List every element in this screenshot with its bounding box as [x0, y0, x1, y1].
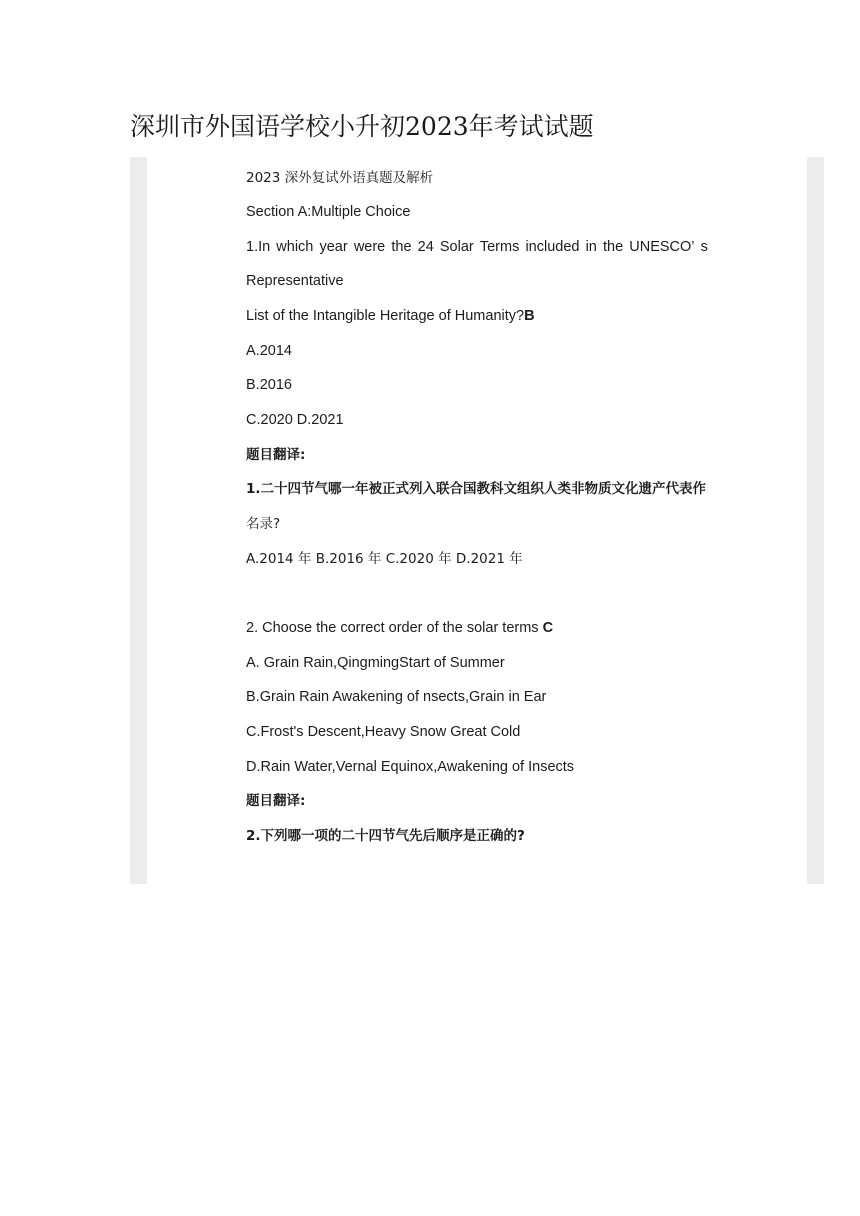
q2-option-c: C.Frost's Descent,Heavy Snow Great Cold: [246, 724, 521, 740]
word: the: [391, 239, 412, 255]
q2-question-text: 2. Choose the correct order of the solar terms: [246, 620, 543, 636]
word: included: [525, 239, 580, 255]
q2-question: [246, 618, 553, 638]
q1-translation-line2: 名录?: [246, 516, 281, 532]
q1-option-cd: C.2020 D.2021: [246, 412, 344, 428]
word: Solar: [439, 239, 474, 255]
section-heading: Section A:Multiple Choice: [246, 204, 411, 220]
word: Terms: [479, 239, 520, 255]
q1-translation-options: A.2014 年 B.2016 年 C.2020 年 D.2021 年: [246, 551, 523, 567]
word: the: [602, 239, 624, 255]
q2-option-a: A. Grain Rain,QingmingStart of Summer: [246, 655, 505, 671]
q2-translation-line1: 2.下列哪一项的二十四节气先后顺序是正确的?: [246, 828, 525, 844]
q2-translation-label: 题目翻译:: [246, 793, 306, 809]
word: 24: [417, 239, 434, 255]
q2-answer: C: [542, 620, 554, 636]
q1-option-b: B.2016: [246, 377, 292, 393]
word: s: [700, 239, 708, 255]
q2-option-b: B.Grain Rain Awakening of nsects,Grain in Ear: [246, 689, 547, 705]
word: UNESCO’: [629, 239, 695, 255]
q2-option-d: D.Rain Water,Vernal Equinox,Awakening of Insects: [246, 759, 575, 775]
word: 1.In: [246, 239, 271, 255]
q1-answer: B: [524, 308, 535, 324]
page-title: 深圳市外国语学校小升初2023年考试试题: [130, 112, 594, 141]
q1-question-text: List of the Intangible Heritage of Humanity?: [246, 308, 525, 324]
q1-translation-label: 题目翻译:: [246, 447, 306, 463]
q1-translation-line1: 1.二十四节气哪一年被正式列入联合国教科文组织人类非物质文化遗产代表作: [246, 481, 707, 497]
word: were: [353, 239, 386, 255]
q1-question-line1: [246, 237, 708, 257]
word: year: [319, 239, 348, 255]
q1-question-line2: Representative: [246, 273, 344, 289]
scan-heading: 2023 深外复试外语真题及解析: [246, 170, 434, 186]
q1-option-a: A.2014: [246, 343, 292, 359]
word: which: [276, 239, 314, 255]
word: in: [585, 239, 597, 255]
q1-question-line3: [246, 306, 535, 326]
